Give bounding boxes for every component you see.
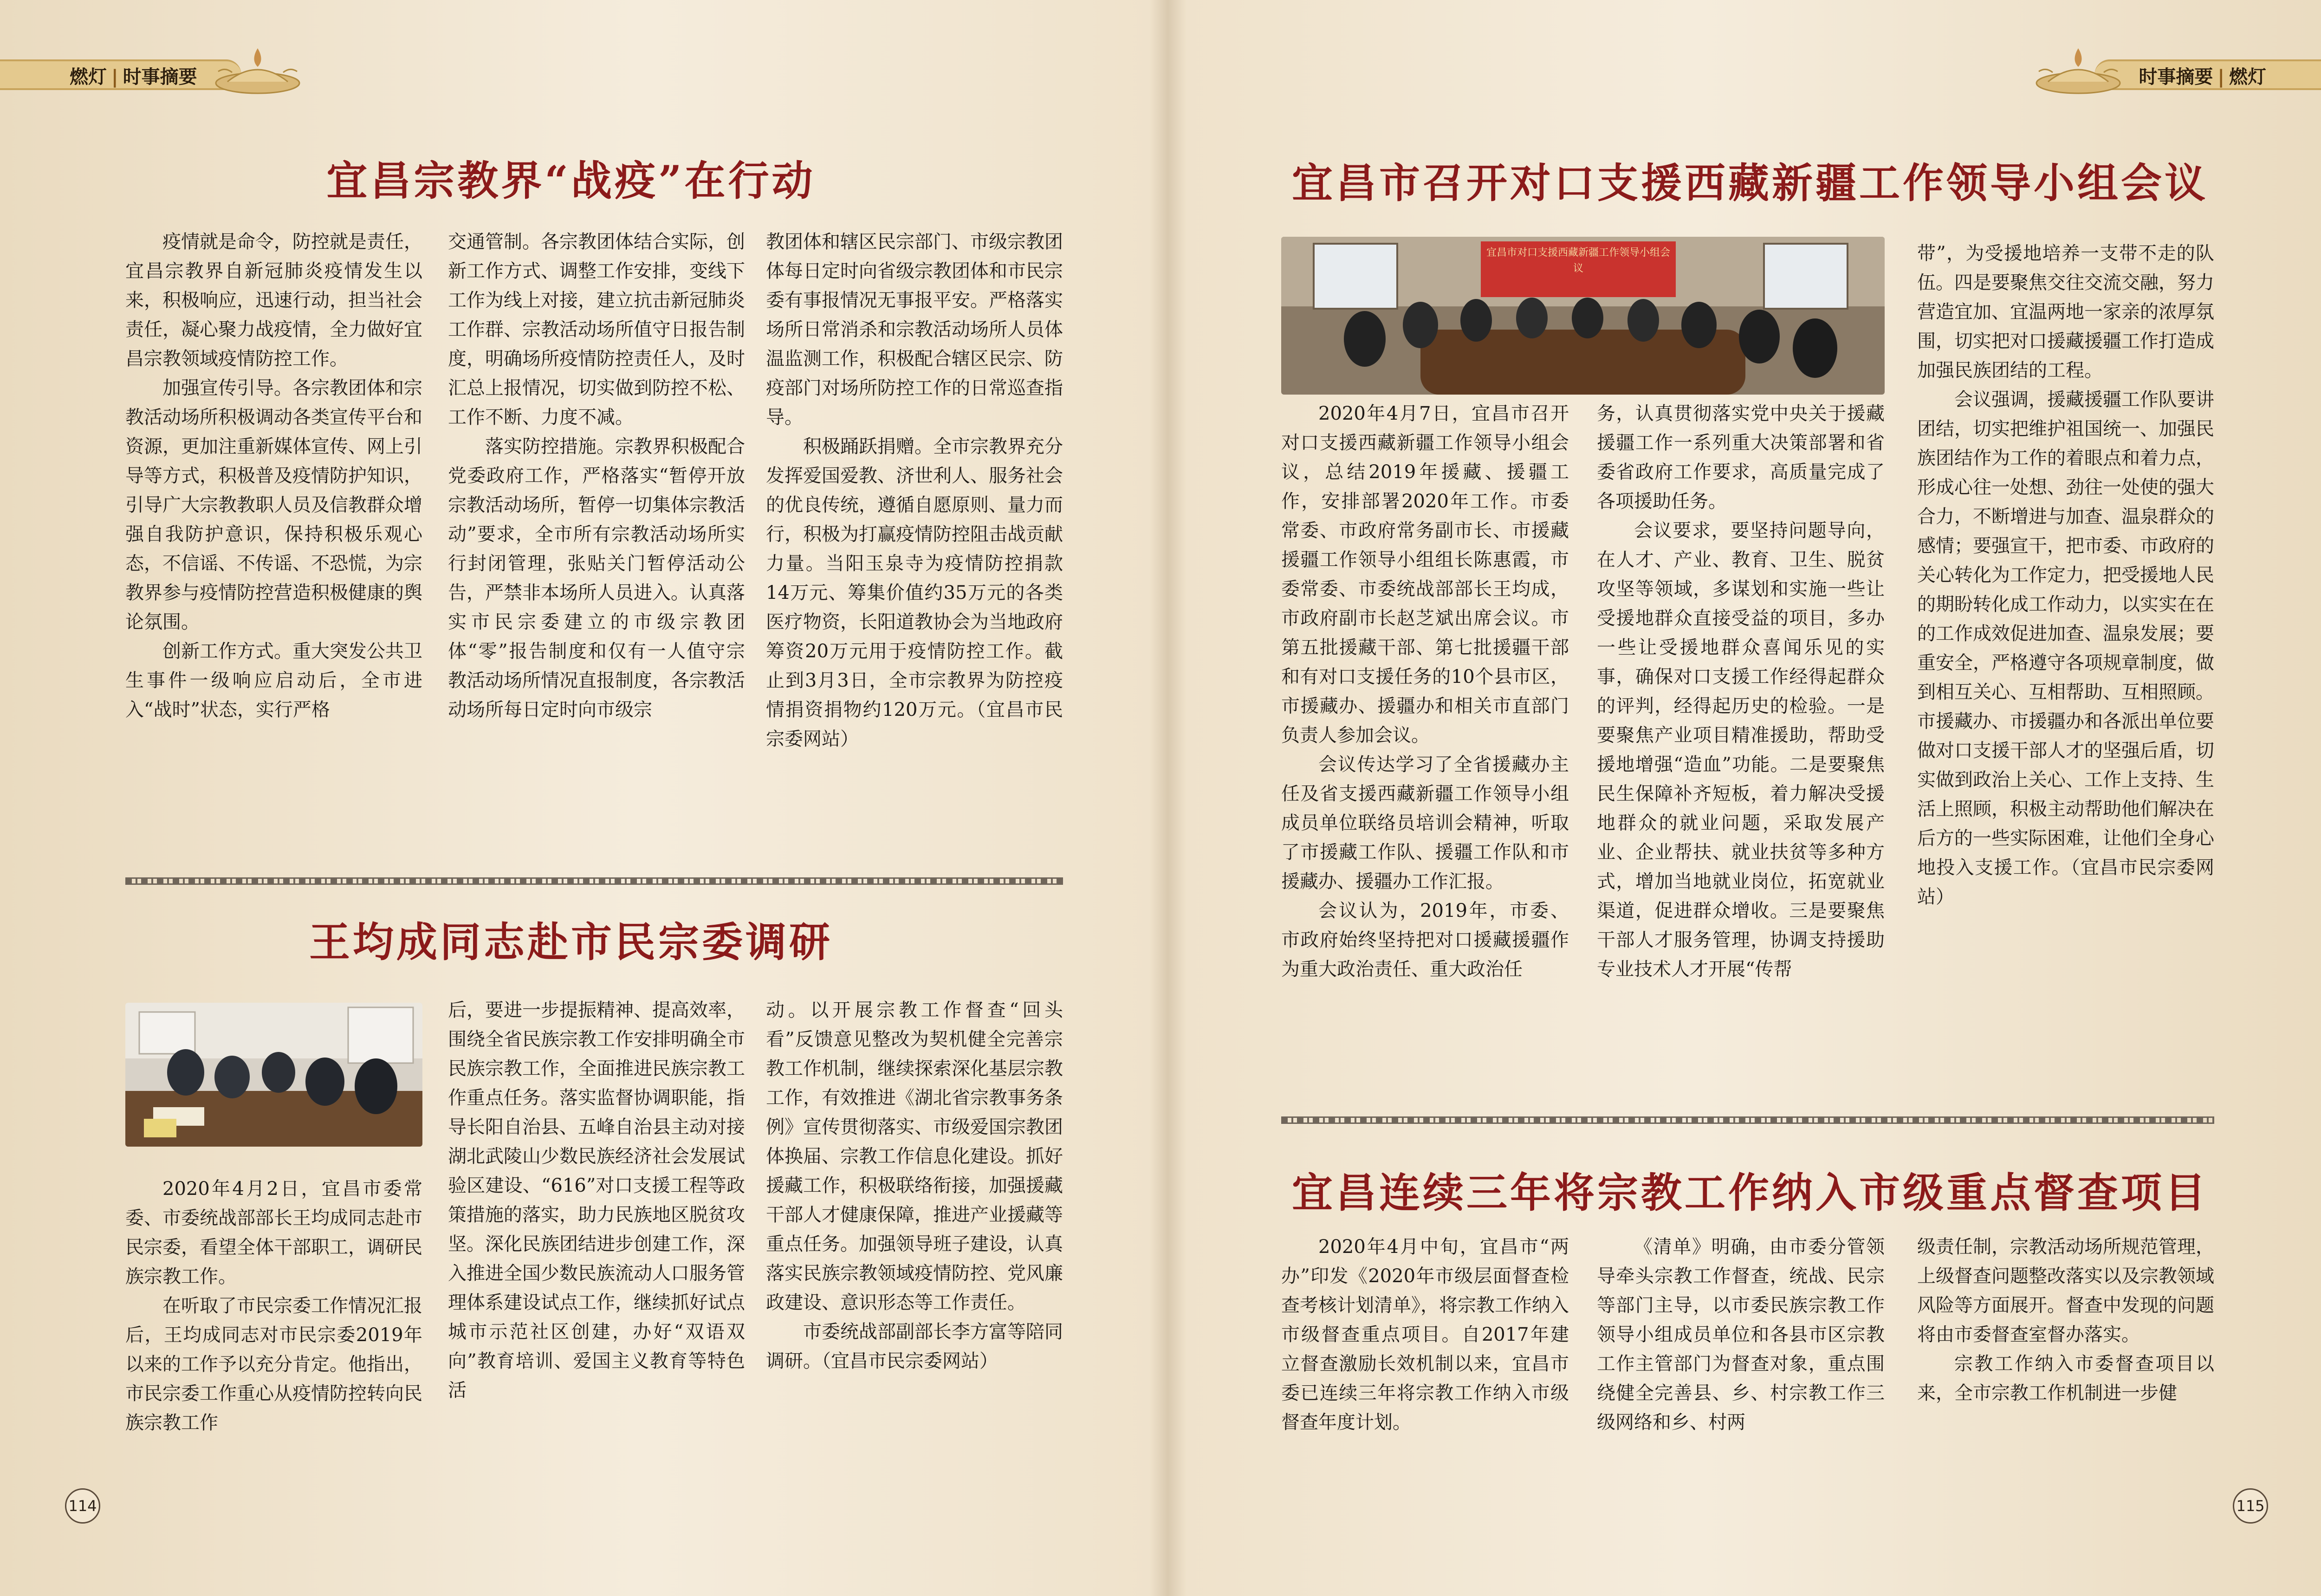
paragraph: 宗教工作纳入市委督查项目以来，全市宗教工作机制进一步健 xyxy=(1917,1353,2214,1404)
article3-title: 宜昌市召开对口支援西藏新疆工作领导小组会议 xyxy=(1291,159,2208,207)
article1-column-1 xyxy=(125,227,422,725)
header-part2: 燃灯 xyxy=(2229,66,2266,88)
paragraph: 在听取了市民宗委工作情况汇报后，王均成同志对市民宗委2019年以来的工作予以充分肯定。他指出，市民宗委工作重心从疫情防控转向民族宗教工作 xyxy=(125,1295,422,1434)
header-part1: 燃灯 xyxy=(70,66,107,88)
paragraph: 积极踊跃捐赠。全市宗教界充分发挥爱国爱教、济世利人、服务社会的优良传统，遵循自愿原则、量力而行，积极为打赢疫情防控阻击战贡献力量。当阳玉泉寺为疫情防控捐款14万元、筹集价值约35万元的各类医疗物资，长阳道教协会为当地政府筹资20万元用于疫情防控工作。截止到3月3日，全市宗教界为防控疫情捐资捐物约120万元。（宜昌市民宗委网站） xyxy=(766,436,1063,750)
section-divider xyxy=(125,877,1063,885)
paragraph: 后，要进一步提振精神、提高效率，围绕全省民族宗教工作安排明确全市民族宗教工作，全面推进民族宗教工作重点任务。落实监督协调职能，指导长阳自治县、五峰自治县主动对接湖北武陵山少数民族经济社会发展试验区建设、“616”对口支援工程等政策措施的落实，助力民族地区脱贫攻坚。深化民族团结进步创建工作，深入推进全国少数民族流动人口服务管理体系建设试点工作，继续抓好试点城市示范社区创建，办好“双语双向”教育培训、爱国主义教育等特色活 xyxy=(448,999,745,1401)
article1-column-3 xyxy=(766,227,1063,754)
header-separator: | xyxy=(111,66,118,88)
paragraph: 交通管制。各宗教团体结合实际，创新工作方式、调整工作安排，变线下工作为线上对接，建立抗击新冠肺炎工作群、宗教活动场所值守日报告制度，明确场所疫情防控责任人，及时汇总上报情况，切实做到防控不松、工作不断、力度不减。 xyxy=(448,231,745,428)
paragraph: 级责任制，宗教活动场所规范管理，上级督查问题整改落实以及宗教领域风险等方面展开。督查中发现的问题将由市委督查室督办落实。 xyxy=(1917,1236,2214,1345)
article3-column-2 xyxy=(1597,399,1885,984)
conference-photo xyxy=(1281,237,1885,395)
header-separator: | xyxy=(2217,66,2224,88)
article2-column-3 xyxy=(766,996,1063,1376)
paragraph: 疫情就是命令，防控就是责任，宜昌宗教界自新冠肺炎疫情发生以来，积极响应，迅速行动，担当社会责任，凝心聚力战疫情，全力做好宜昌宗教领域疫情防控工作。 xyxy=(125,231,422,370)
paragraph: 2020年4月2日，宜昌市委常委、市委统战部部长王均成同志赴市民宗委，看望全体干部职工，调研民族宗教工作。 xyxy=(125,1178,422,1287)
paragraph: 动。以开展宗教工作督查“回头看”反馈意见整改为契机健全完善宗教工作机制，继续探索深化基层宗教工作，有效推进《湖北省宗教事务条例》宣传贯彻落实、市级爱国宗教团体换届、宗教工作信息化建设。抓好援藏工作，积极联络衔接，加强援藏干部人才健康保障，推进产业援藏等重点任务。加强领导班子建设，认真落实民族宗教领域疫情防控、党风廉政建设、意识形态等工作责任。 xyxy=(766,999,1063,1313)
paragraph: 落实防控措施。宗教界积极配合党委政府工作，严格落实“暂停开放宗教活动场所，暂停一切集体宗教活动”要求，全市所有宗教活动场所实行封闭管理，张贴关门暂停活动公告，严禁非本场所人员进入。认真落实市民宗委建立的市级宗教团体“零”报告制度和仅有一人值守宗教活动场所情况直报制度，各宗教活动场所每日定时向市级宗 xyxy=(448,436,745,720)
lamp-ornament-icon xyxy=(2029,39,2127,99)
paragraph: 务，认真贯彻落实党中央关于援藏援疆工作一系列重大决策部署和省委省政府工作要求，高质量完成了各项援助任务。 xyxy=(1597,403,1885,512)
paragraph: 《清单》明确，由市委分管领导牵头宗教工作督查，统战、民宗等部门主导，以市委民族宗教工作领导小组成员单位和各县市区宗教工作主管部门为督查对象，重点围绕健全完善县、乡、村宗教工作三级网络和乡、村两 xyxy=(1597,1236,1885,1433)
paragraph: 会议传达学习了全省援藏办主任及省支援西藏新疆工作领导小组成员单位联络员培训会精神，听取了市援藏工作队、援疆工作队和市援藏办、援疆办工作汇报。 xyxy=(1281,754,1569,892)
article4-column-3 xyxy=(1917,1233,2214,1408)
header-label xyxy=(2139,62,2266,89)
section-divider xyxy=(1281,1116,2214,1124)
paragraph: 2020年4月7日，宜昌市召开对口支援西藏新疆工作领导小组会议，总结2019年援藏、援疆工作，安排部署2020年工作。市委常委、市政府常务副市长、市援藏援疆工作领导小组组长陈惠霞，市委常委、市委统战部部长王均成，市政府副市长赵芝斌出席会议。市第五批援藏干部、第七批援疆干部和有对口支援任务的10个县市区，市援藏办、援疆办和相关市直部门负责人参加会议。 xyxy=(1281,403,1569,746)
article3-column-3 xyxy=(1917,239,2214,912)
page-number-left: 114 xyxy=(65,1488,100,1524)
article4-title: 宜昌连续三年将宗教工作纳入市级重点督查项目 xyxy=(1291,1168,2208,1217)
article2-column-1 xyxy=(125,1174,422,1438)
lamp-ornament-icon xyxy=(209,39,306,99)
header-right xyxy=(2011,0,2321,97)
photo-banner-text: 宜昌市对口支援西藏新疆工作领导小组会议 xyxy=(1486,247,1670,274)
page-spine xyxy=(1149,0,1186,1596)
paragraph: 加强宣传引导。各宗教团体和宗教活动场所积极调动各类宣传平台和资源，更加注重新媒体宣传、网上引导等方式，积极普及疫情防护知识，引导广大宗教教职人员及信教群众增强自我防护意识，保持积极乐观心态，不信谣、不传谣、不恐慌，为宗教界参与疫情防控营造积极健康的舆论氛围。 xyxy=(125,377,422,633)
page-number-right: 115 xyxy=(2233,1488,2268,1524)
paragraph: 带”，为受援地培养一支带不走的队伍。四是要聚焦交往交流交融，努力营造宜加、宜温两地一家亲的浓厚氛围，切实把对口援藏援疆工作打造成加强民族团结的工程。 xyxy=(1917,243,2214,381)
header-label xyxy=(70,62,197,89)
article4-column-1 xyxy=(1281,1233,1569,1437)
paragraph: 会议认为，2019年，市委、市政府始终坚持把对口援藏援疆作为重大政治责任、重大政治任 xyxy=(1281,900,1569,980)
paragraph: 创新工作方式。重大突发公共卫生事件一级响应启动后，全市进入“战时”状态，实行严格 xyxy=(125,641,422,720)
header-part2: 时事摘要 xyxy=(123,66,197,88)
article1-column-2 xyxy=(448,227,745,725)
meeting-photo xyxy=(125,1003,422,1147)
article3-column-1 xyxy=(1281,399,1569,984)
header-left xyxy=(0,0,325,97)
paragraph: 会议要求，要坚持问题导向，在人才、产业、教育、卫生、脱贫攻坚等领域，多谋划和实施一些让受援地群众直接受益的项目，多办一些让受援地群众喜闻乐见的实事，确保对口支援工作经得起群众的评判，经得起历史的检验。一是要聚焦产业项目精准援助，帮助受援地增强“造血”功能。二是要聚焦民生保障补齐短板，着力解决受援地群众的就业问题，采取发展产业、企业帮扶、就业扶贫等多种方式，增加当地就业岗位，拓宽就业渠道，促进群众增收。三是要聚焦干部人才服务管理，协调支持援助专业技术人才开展“传帮 xyxy=(1597,520,1885,980)
paragraph: 市委统战部副部长李方富等陪同调研。（宜昌市民宗委网站） xyxy=(766,1321,1063,1372)
paragraph: 教团体和辖区民宗部门、市级宗教团体每日定时向省级宗教团体和市民宗委有事报情况无事报平安。严格落实场所日常消杀和宗教活动场所人员体温监测工作，积极配合辖区民宗、防疫部门对场所防控工作的日常巡查指导。 xyxy=(766,231,1063,428)
article1-title: 宜昌宗教界“战疫”在行动 xyxy=(326,156,816,205)
header-part1: 时事摘要 xyxy=(2139,66,2213,88)
article2-column-2 xyxy=(448,996,745,1405)
article4-column-2 xyxy=(1597,1233,1885,1437)
paragraph: 会议强调，援藏援疆工作队要讲团结，切实把维护祖国统一、加强民族团结作为工作的着眼点和着力点，形成心往一处想、劲往一处使的强大合力，不断增进与加查、温泉群众的感情；要强宣干，把市委、市政府的关心转化为工作定力，把受援地人民的期盼转化成工作动力，以实实在在的工作成效促进加查、温泉发展；要重安全，严格遵守各项规章制度，做到相互关心、互相帮助、互相照顾。市援藏办、市援疆办和各派出单位要做对口支援干部人才的坚强后盾，切实做到政治上关心、工作上支持、生活上照顾，积极主动帮助他们解决在后方的一些实际困难，让他们全身心地投入支援工作。（宜昌市民宗委网站） xyxy=(1917,389,2214,908)
paragraph: 2020年4月中旬，宜昌市“两办”印发《2020年市级层面督查检查考核计划清单》，将宗教工作纳入市级督查重点项目。自2017年建立督查激励长效机制以来，宜昌市委已连续三年将宗教工作纳入市级督查年度计划。 xyxy=(1281,1236,1569,1433)
article2-title: 王均成同志赴市民宗委调研 xyxy=(309,918,833,966)
